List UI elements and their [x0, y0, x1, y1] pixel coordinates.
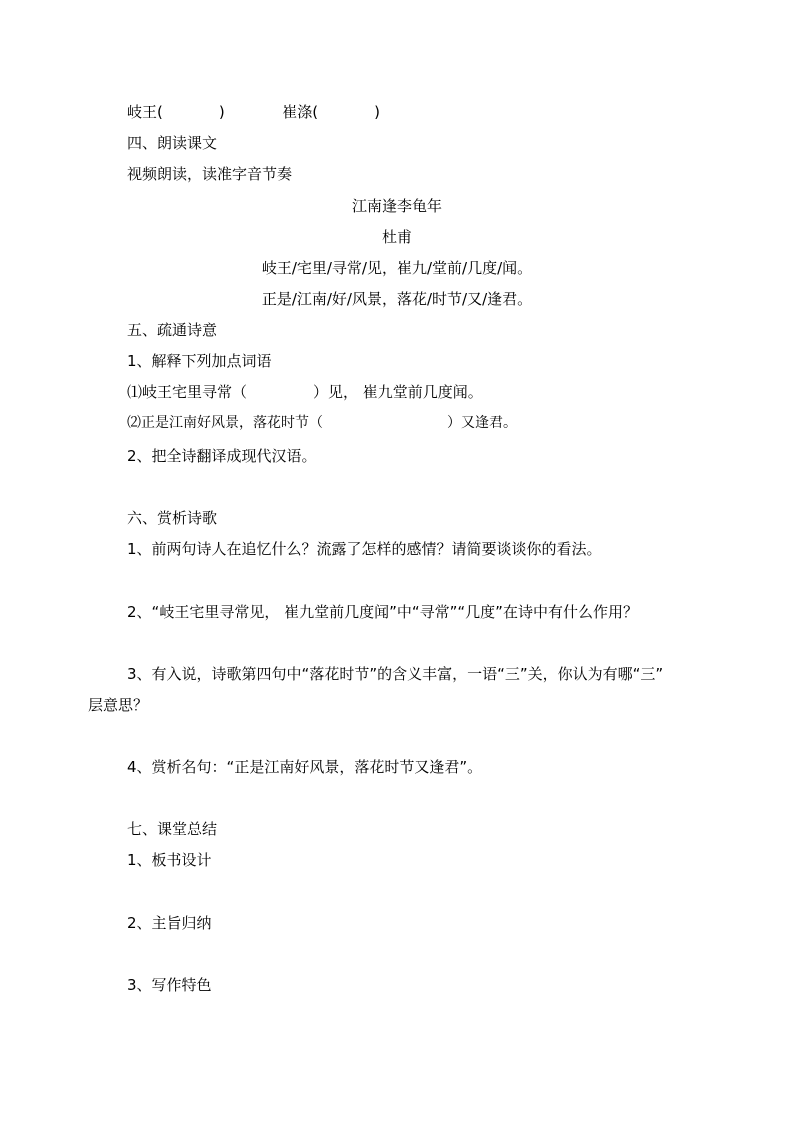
section7-item3: 3、写作特色: [127, 976, 212, 994]
poem-author: 杜甫: [381, 228, 412, 246]
section5-q1a: [127, 382, 483, 402]
section6-q1: 1、前两句诗人在追忆什么？流露了怎样的感情？请简要谈谈你的看法。: [127, 540, 602, 558]
section6-q4: 4、赏析名句：“正是江南好风景，落花时节又逢君”。: [127, 758, 483, 776]
name-cuidi-close: ): [374, 103, 380, 121]
section6-q3-line1: 3、有入说，诗歌第四句中“落花时节”的含义丰富，一语“三”关，你认为有哪“三”: [127, 665, 664, 683]
q1b-prefix: ⑵正是江南好风景，落花时节（: [127, 415, 323, 431]
section6-q2: 2、“岐王宅里寻常见， 崔九堂前几度闻”中“寻常”“几度”在诗中有什么作用？: [127, 603, 638, 621]
poem-line-1: 岐王/宅里/寻常/见，崔九/堂前/几度/闻。: [261, 259, 533, 277]
name-qiwang-close: ): [218, 103, 225, 121]
q1b-suffix: ）又逢君。: [447, 415, 517, 431]
section4-instruction: 视频朗读，读准字音节奏: [127, 165, 293, 183]
section4-heading: 四、朗读课文: [127, 134, 218, 152]
q1a-prefix: ⑴岐王宅里寻常（: [127, 383, 248, 401]
section7-item1: 1、板书设计: [127, 851, 212, 869]
section7-heading: 七、课堂总结: [127, 820, 218, 838]
section7-item2: 2、主旨归纳: [127, 914, 212, 932]
section5-q2: 2、把全诗翻译成现代汉语。: [127, 447, 317, 465]
name-cuidi-label: 崔涤(: [282, 103, 319, 121]
section5-heading: 五、疏通诗意: [127, 321, 218, 339]
section5-q1b: [127, 413, 517, 433]
poem-line-2: 正是/江南/好/风景，落花/时节/又/逢君。: [261, 290, 533, 308]
poem-title: 江南逢李龟年: [351, 197, 442, 215]
section6-heading: 六、赏析诗歌: [127, 509, 218, 527]
names-fill-in-row: [127, 102, 380, 122]
section6-q3-line2: 层意思？: [88, 696, 149, 714]
q1a-suffix: ）见， 崔九堂前几度闻。: [313, 383, 483, 401]
section5-q1: 1、解释下列加点词语: [127, 352, 272, 370]
name-qiwang-label: 岐王(: [127, 103, 163, 121]
